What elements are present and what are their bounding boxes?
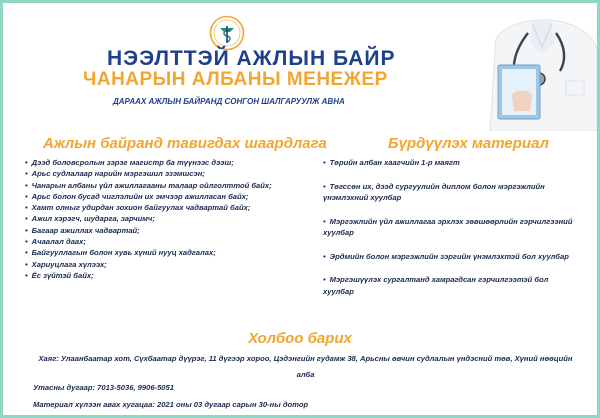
doctor-with-stethoscope-icon: [462, 3, 597, 131]
list-item: • Багаар ажиллах чадвартай;: [25, 225, 310, 236]
list-item: • Ажил хэрэгч, шударга, зарчимч;: [25, 213, 310, 224]
contact-address: Хаяг: Улаанбаатар хот, Сүхбаатар дүүрэг, 11 дүгээр хороо, Цэдэнгийн гудамж 38, Арьсны өвчин судлалын үндэсний төв, Хүний нөөцийн алба: [38, 354, 573, 379]
list-item: • Арьс судлалаар нарийн мэргэшил эзэмшсэн;: [25, 168, 310, 179]
requirements-heading: Ажлын байранд тавигдах шаардлага: [43, 135, 327, 152]
list-item: • Мэргэшүүлэх сургалтанд хамрагдсан гэрчилгээтэй бол хуулбар: [323, 274, 573, 297]
contact-heading: Холбоо барих: [248, 330, 352, 347]
list-item: • Байгууллагын болон хувь хүний нууц хадгалах;: [25, 247, 310, 258]
requirements-list: [25, 157, 310, 281]
list-item: • Чанарын албаны үйл ажиллагааны талаар ойлголттой байх;: [25, 180, 310, 191]
list-item: • Хамт олныг удирдан зохион байгуулах чадвартай байх;: [25, 202, 310, 213]
list-item: • Эрдмийн болон мэргэжлийн зэргийн үнэмлэхтэй бол хуулбар: [323, 251, 573, 263]
medical-cross-emblem-icon: [209, 15, 245, 51]
list-item: • Хариуцлага хүлээх;: [25, 259, 310, 270]
materials-heading: Бүрдүүлэх материал: [388, 135, 549, 152]
submission-deadline: Материал хүлээн авах хугацаа: 2021 оны 03 дугаар сарын 30-ны дотор: [33, 400, 309, 409]
list-item: • Дээд боловсролын зэрэг магистр ба түүнээс дээш;: [25, 157, 310, 168]
title-line-2: ЧАНАРЫН АЛБАНЫ МЕНЕЖЕР: [83, 69, 388, 90]
contact-phone: Утасны дугаар: 7013-5036, 9906-5051: [33, 383, 174, 392]
list-item: • Мэргэжлийн үйл ажиллагаа эрхлэх зөвшөөрлийн гэрчилгээний хуулбар: [323, 216, 573, 239]
list-item: • Арьс болон бусад чиглэлийн их эмчээр ажилласан байх;: [25, 191, 310, 202]
materials-list: [323, 157, 573, 309]
list-item: • Ачаалал даах;: [25, 236, 310, 247]
list-item: • Төрийн албан хаагчийн 1-р маягт: [323, 157, 573, 169]
list-item: • Ёс зүйтэй байх;: [25, 270, 310, 281]
list-item: • Төгссөн их, дээд сургуулийн диплом болон мэргэжлийн үнэмлэхний хуулбар: [323, 181, 573, 204]
title-line-1: НЭЭЛТТЭЙ АЖЛЫН БАЙР: [107, 47, 396, 70]
subtitle: ДАРААХ АЖЛЫН БАЙРАНД СОНГОН ШАЛГАРУУЛЖ АВНА: [113, 97, 345, 106]
